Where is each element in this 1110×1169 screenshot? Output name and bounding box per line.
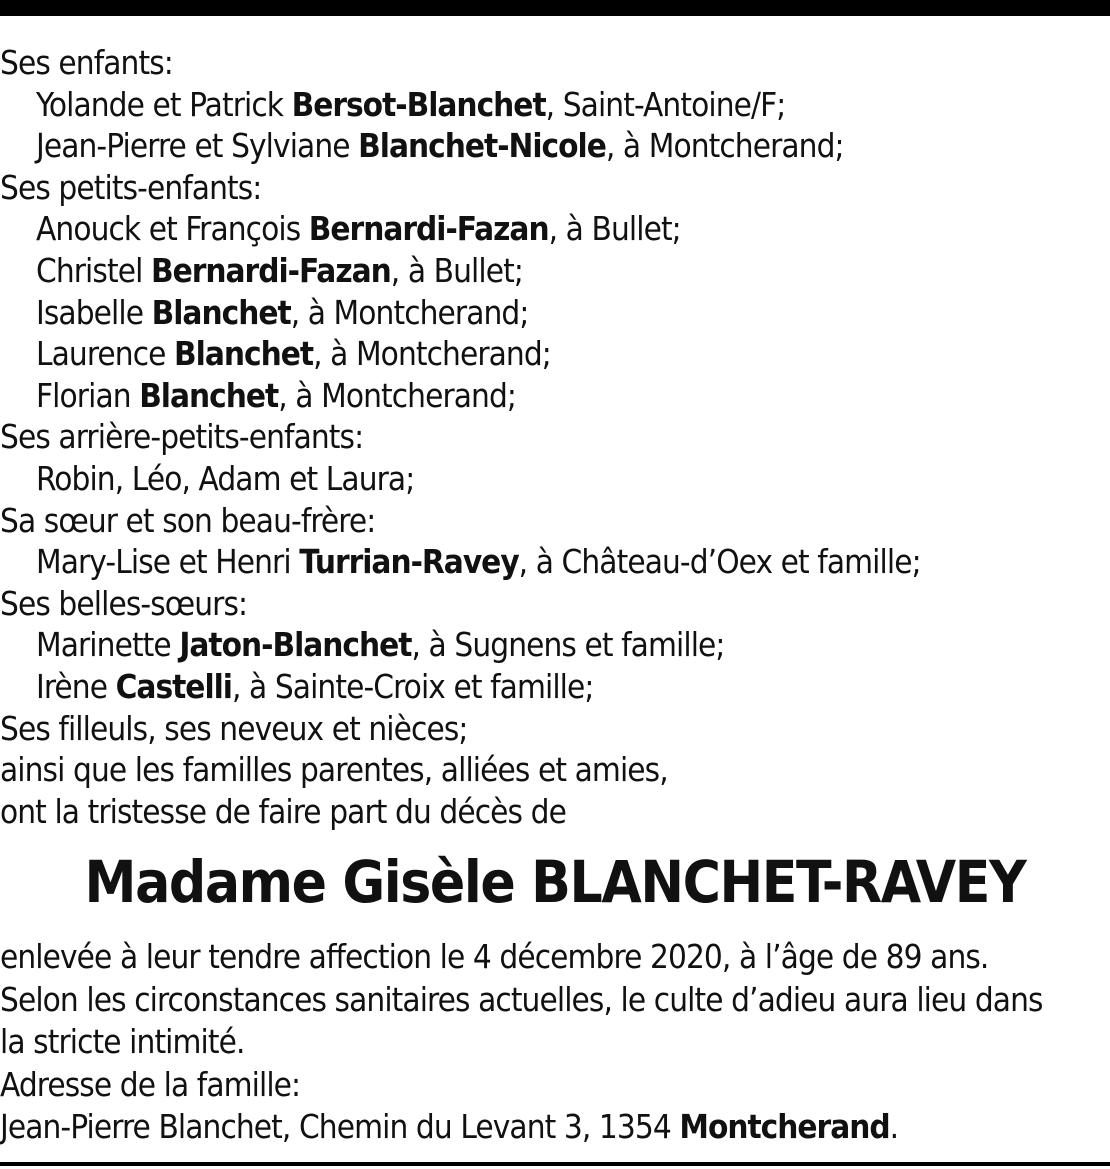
line-text: ainsi que les familles parentes, alliées et amies, — [0, 750, 668, 790]
location-text: , à Château-d’Oex et famille; — [518, 542, 921, 582]
notice-line — [0, 125, 1110, 167]
line-text: Ses petits-enfants: — [0, 167, 262, 207]
notice-line — [0, 250, 1110, 292]
line-text: Irène — [36, 666, 116, 706]
line-text: Jean-Pierre et Sylviane — [36, 126, 359, 166]
family-name: Blanchet — [174, 334, 314, 374]
family-name: Bersot-Blanchet — [291, 84, 546, 124]
bottom-border-rule — [0, 1162, 1110, 1166]
line-text: Isabelle — [36, 292, 152, 332]
notice-closing-text — [0, 936, 1110, 1149]
notice-line — [0, 749, 1110, 791]
deceased-name: Madame Gisèle BLANCHET-RAVEY — [84, 848, 1026, 917]
line-text: Florian — [36, 375, 140, 415]
notice-line — [0, 42, 1110, 84]
notice-line — [0, 416, 1110, 458]
family-name: Castelli — [115, 666, 232, 706]
line-text: Ses arrière-petits-enfants: — [0, 417, 364, 457]
notice-line — [0, 541, 1110, 583]
notice-line — [0, 167, 1110, 209]
location-text: , à Montcherand; — [278, 375, 517, 415]
bereaved-family-list — [0, 42, 1110, 832]
notice-line — [0, 500, 1110, 542]
family-name: Blanchet — [139, 375, 279, 415]
top-border-rule — [0, 0, 1110, 16]
family-name: Blanchet — [151, 292, 291, 332]
line-text: ont la tristesse de faire part du décès de — [0, 791, 566, 831]
line-text: Marinette — [36, 625, 180, 665]
notice-line — [0, 333, 1110, 375]
location-text: , à Sainte-Croix et famille; — [231, 666, 594, 706]
line-text: Jean-Pierre Blanchet, Chemin du Levant 3, 1354 — [0, 1107, 680, 1147]
notice-line — [0, 583, 1110, 625]
line-text: Anouck et François — [36, 209, 309, 249]
line-text: Mary-Lise et Henri — [36, 542, 300, 582]
line-text: Laurence — [36, 334, 175, 374]
closing-line — [0, 979, 1110, 1022]
notice-line — [0, 375, 1110, 417]
line-text: Ses belles-sœurs: — [0, 583, 248, 623]
line-text: Ses enfants: — [0, 43, 173, 82]
notice-line — [0, 458, 1110, 500]
death-notice-body — [0, 42, 1110, 938]
notice-line — [0, 208, 1110, 250]
location-text: , à Montcherand; — [290, 292, 529, 332]
family-name: Montcherand — [679, 1107, 890, 1147]
line-text: Sa sœur et son beau-frère: — [0, 500, 376, 540]
line-text: Christel — [36, 250, 151, 290]
line-text: Selon les circonstances sanitaires actuelles, le culte d’adieu aura lieu dans — [0, 979, 1043, 1019]
notice-line — [0, 666, 1110, 708]
location-text: , à Montcherand; — [313, 334, 551, 374]
line-text: la stricte intimité. — [0, 1022, 245, 1062]
location-text: , à Bullet; — [548, 209, 681, 249]
notice-line — [0, 791, 1110, 833]
closing-line — [0, 936, 1110, 979]
line-text: Ses filleuls, ses neveux et nièces; — [0, 708, 468, 748]
line-text: Adresse de la famille: — [0, 1064, 301, 1104]
family-name: Bernardi-Fazan — [150, 250, 391, 290]
location-text: , à Bullet; — [390, 250, 523, 290]
location-text: , Saint-Antoine/F; — [545, 84, 786, 124]
location-text: , à Montcherand; — [605, 126, 844, 166]
line-text: Yolande et Patrick — [36, 84, 292, 124]
closing-line — [0, 1064, 1110, 1107]
notice-line — [0, 292, 1110, 334]
notice-line — [0, 84, 1110, 126]
family-name: Bernardi-Fazan — [308, 209, 549, 249]
family-name: Turrian-Ravey — [299, 542, 519, 582]
line-text: enlevée à leur tendre affection le 4 décembre 2020, à l’âge de 89 ans. — [0, 937, 989, 976]
line-text: Robin, Léo, Adam et Laura; — [36, 458, 415, 498]
closing-line — [0, 1106, 1110, 1149]
notice-line — [0, 708, 1110, 750]
notice-line — [0, 624, 1110, 666]
location-text: , à Sugnens et famille; — [411, 625, 725, 665]
family-name: Jaton-Blanchet — [179, 625, 412, 665]
family-name: Blanchet-Nicole — [358, 126, 606, 166]
closing-line — [0, 1021, 1110, 1064]
location-text: . — [889, 1107, 899, 1147]
